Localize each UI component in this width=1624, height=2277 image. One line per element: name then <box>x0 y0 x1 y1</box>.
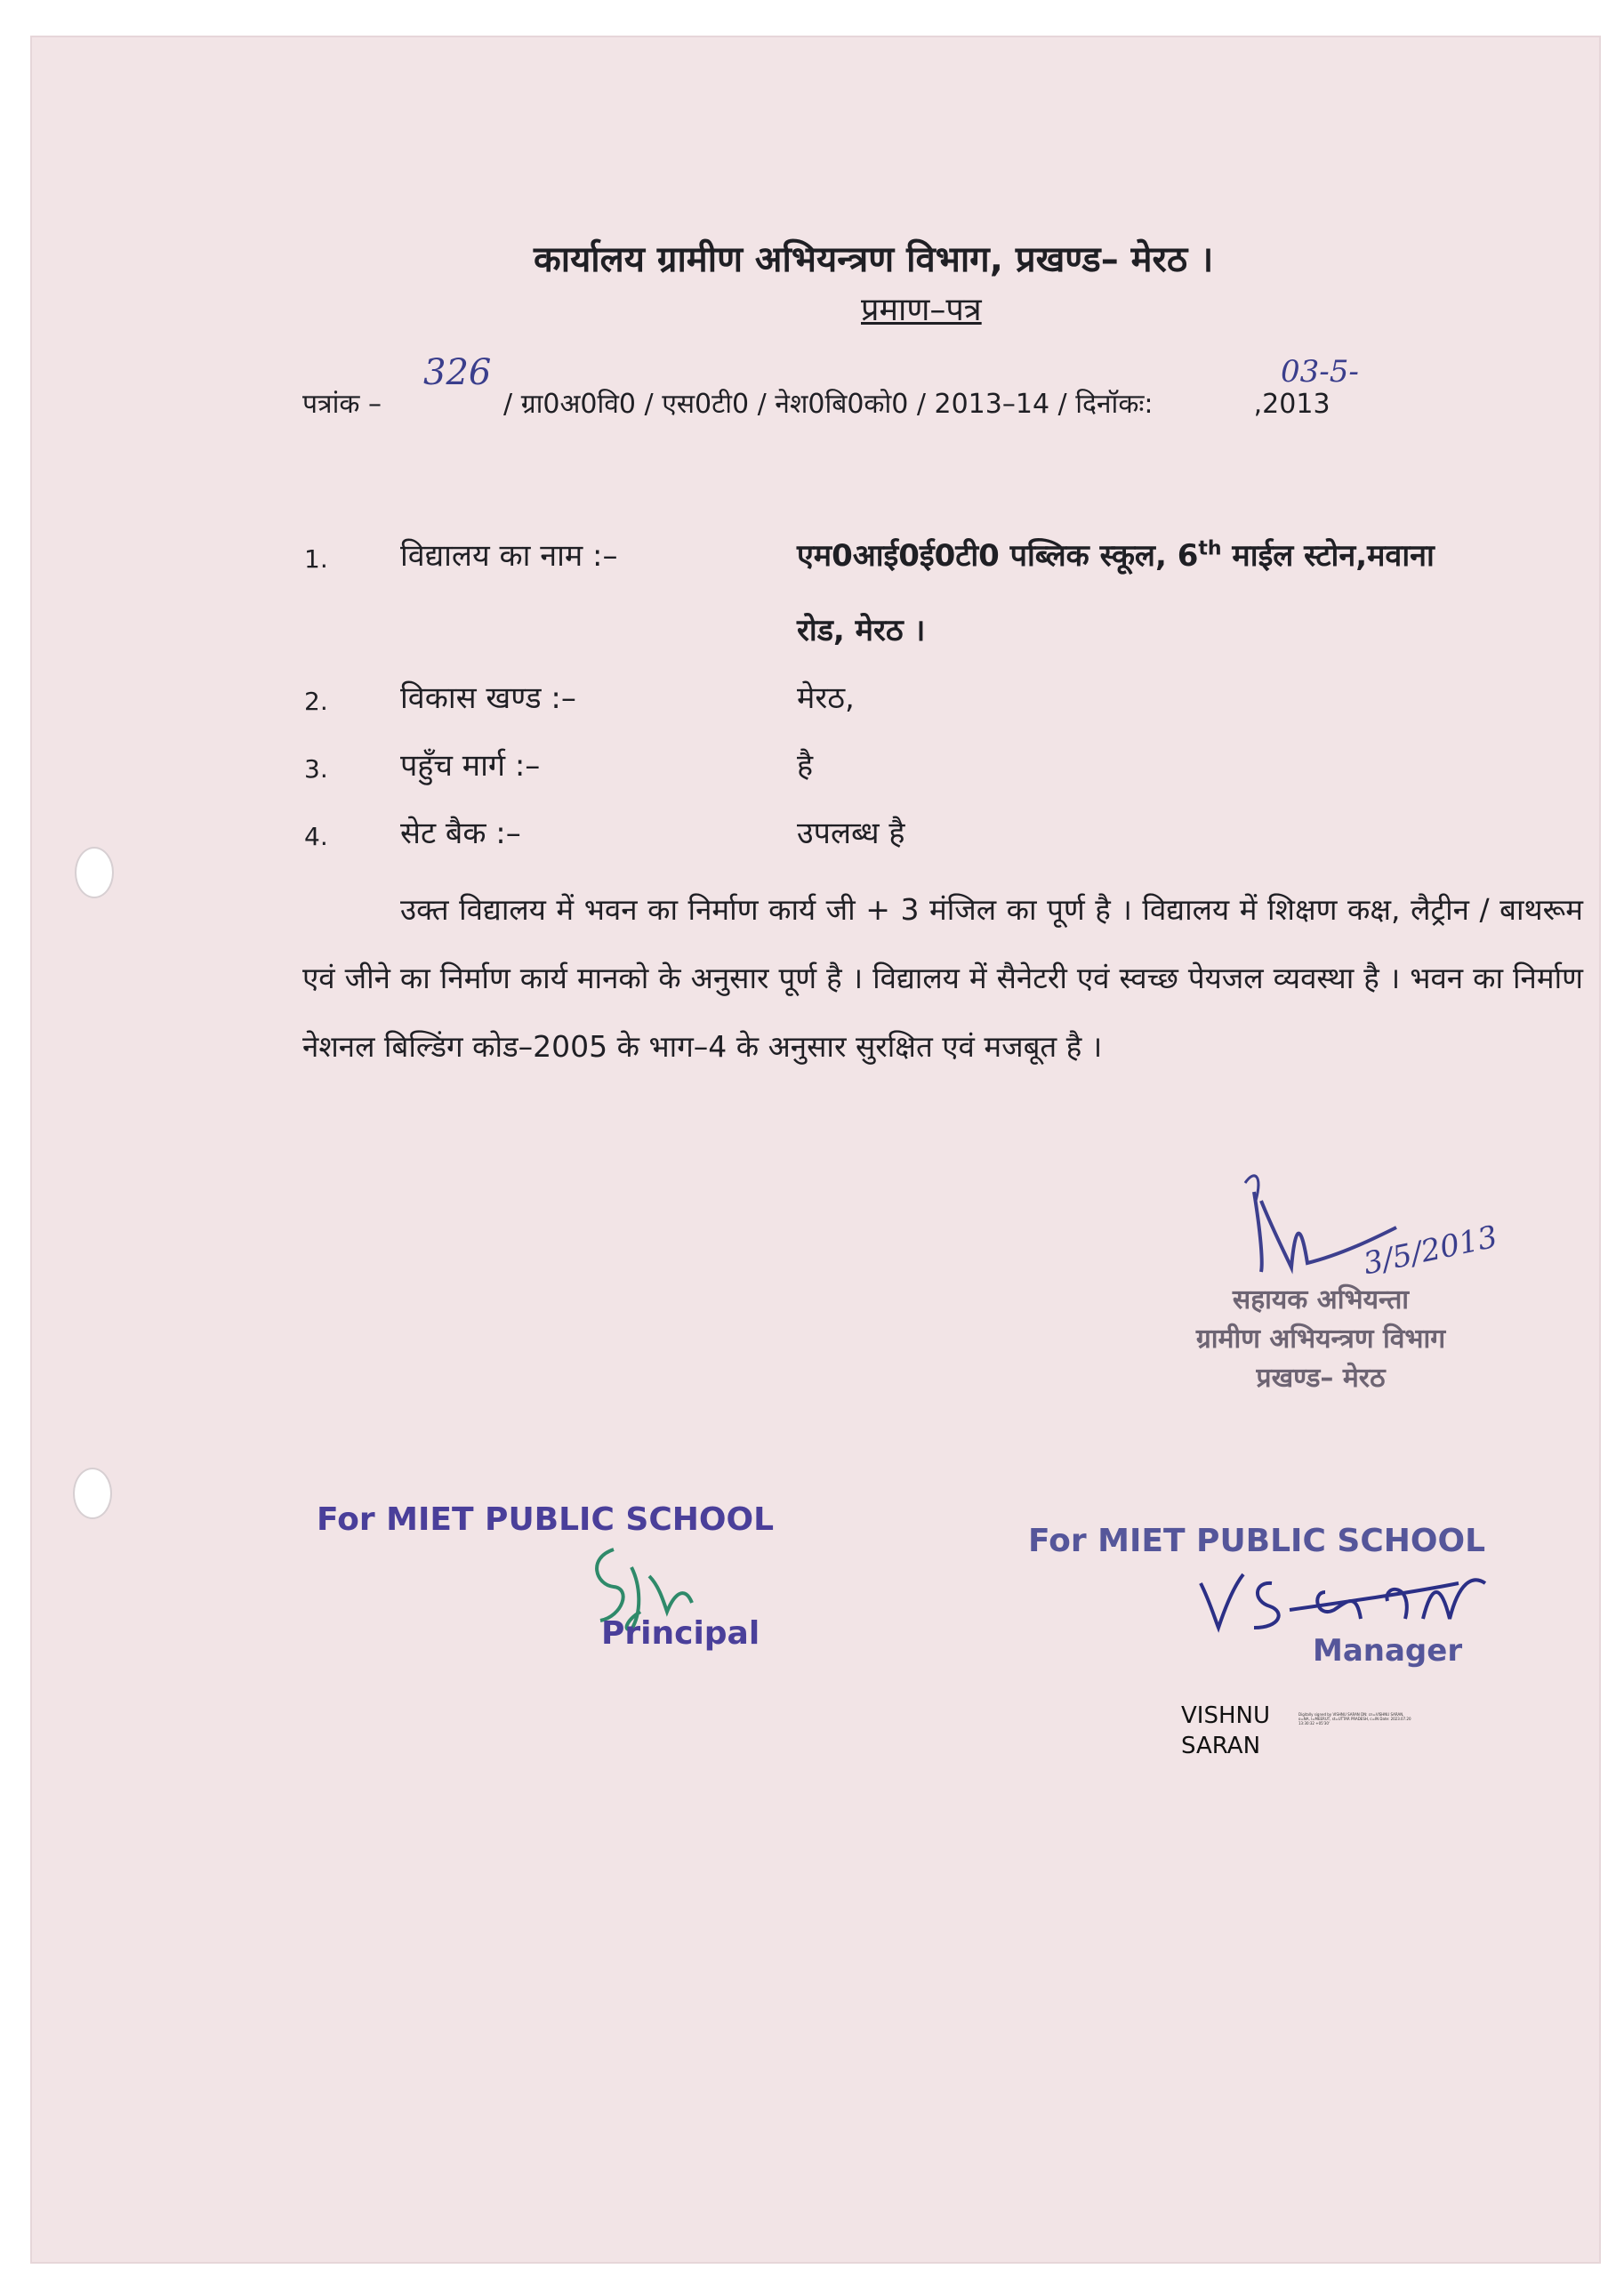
reference-year: ,2013 <box>1253 389 1331 420</box>
engineer-signature-date: 3/5/2013 <box>1360 1219 1501 1283</box>
item-value-block: मेरठ, <box>797 680 855 716</box>
reference-body: / ग्रा0अ0वि0 / एस0टी0 / नेश0बि0को0 / 2013–14 / दिनॉकः: <box>503 389 1154 420</box>
punch-hole <box>73 1468 112 1519</box>
punch-hole <box>75 847 114 898</box>
engineer-stamp <box>1174 1281 1467 1398</box>
certificate-title: प्रमाण–पत्र <box>861 292 982 328</box>
item-label-school-name: विद्यालय का नाम :– <box>400 538 618 574</box>
manager-title: Manager <box>1313 1633 1463 1669</box>
item-value-set-back: उपलब्ध है <box>797 816 905 851</box>
school-stamp-left: For MIET PUBLIC SCHOOL <box>317 1501 775 1538</box>
school-stamp-right: For MIET PUBLIC SCHOOL <box>1028 1523 1486 1559</box>
digital-signature-name: VISHNU SARAN <box>1181 1702 1270 1759</box>
item-number: 3. <box>304 754 328 784</box>
item-label-approach-road: पहुँच मार्ग :– <box>400 748 541 784</box>
engineer-division: प्रखण्ड– मेरठ <box>1256 1363 1386 1394</box>
item-number: 2. <box>304 687 328 716</box>
principal-title: Principal <box>601 1615 760 1652</box>
item-value-school-name-line2: रोड, मेरठ । <box>797 613 926 648</box>
office-heading: कार्यालय ग्रामीण अभियन्त्रण विभाग, प्रखण्ड– मेरठ । <box>534 239 1214 280</box>
item-label-block: विकास खण्ड :– <box>400 680 576 716</box>
document-page <box>30 36 1601 2264</box>
item-number: 4. <box>304 822 328 851</box>
engineer-designation: सहायक अभियन्ता <box>1232 1284 1410 1316</box>
manager-signature <box>1192 1557 1494 1637</box>
item-value-approach-road: है <box>797 748 814 784</box>
item-label-set-back: सेट बैक :– <box>400 816 521 851</box>
engineer-department: ग्रामीण अभियन्त्रण विभाग <box>1195 1324 1446 1355</box>
item-number: 1. <box>304 544 328 574</box>
certificate-paragraph: उक्त विद्यालय में भवन का निर्माण कार्य जी + 3 मंजिल का पूर्ण है । विद्यालय में शिक्षण कक्ष, लैट्रीन / बाथरूम एवं जीने का निर्माण कार्य मानको के अनुसार पूर्ण है । विद्यालय में सैनेटरी एवं स्वच्छ पेयजल व्यवस्था है । भवन का निर्माण नेशनल बिल्डिंग कोड–2005 के भाग–4 के अनुसार सुरक्षित एवं मजबूत है । <box>302 892 1583 1064</box>
digital-signature-details: Digitally signed by VISHNU SARAN DN: cn=VISHNU SARAN, o=NA, l=MEERUT, st=UTTAR PRADESH, c=IN Date: 2023.07.20 13:30:32 +05'30' <box>1298 1712 1411 1726</box>
handwritten-date: 03-5- <box>1281 354 1359 390</box>
handwritten-letter-number: 326 <box>423 352 492 393</box>
item-value-school-name: एम0आई0ई0टी0 पब्लिक स्कूल, 6th माईल स्टोन,मवाना <box>797 537 1435 574</box>
reference-prefix: पत्रांक – <box>302 389 382 420</box>
